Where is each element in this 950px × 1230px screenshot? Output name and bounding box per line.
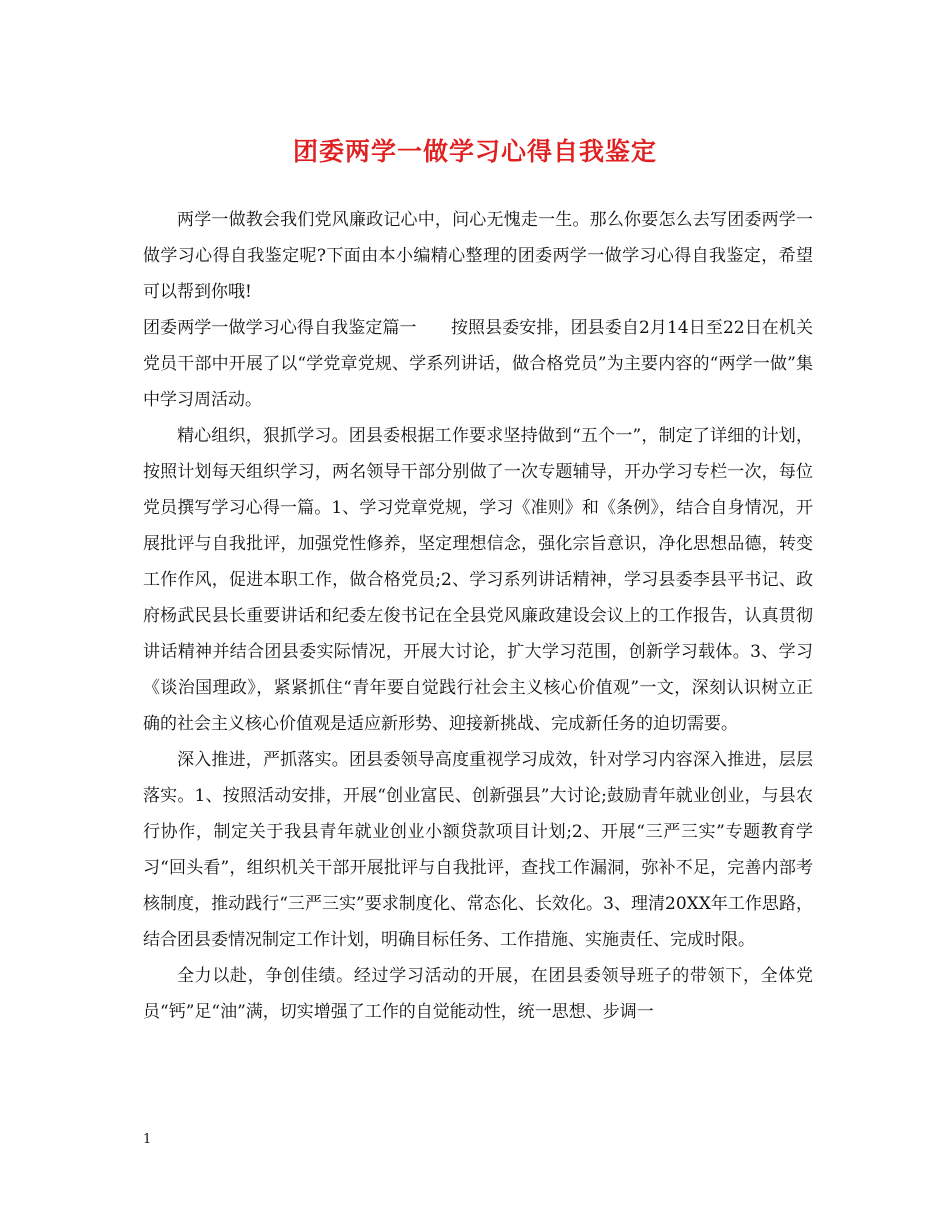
paragraph-section-one: 团委两学一做学习心得自我鉴定篇一 按照县委安排，团县委自2月14日至22日在机关党员干部中开展了以“学党章党规、学系列讲话，做合格党员”为主要内容的“两学一做”集中学习周活动。 bbox=[143, 318, 813, 410]
paragraph-organize-study: 精心组织，狠抓学习。团县委根据工作要求坚持做到“五个一”，制定了详细的计划，按照计划每天组织学习，两名领导干部分别做了一次专题辅导，开办学习专栏一次，每位党员撰写学习心得一篇。1、学习党章党规，学习《准则》和《条例》，结合自身情况，开展批评与自我批评，加强党性修养，坚定理想信念，强化宗旨意识，净化思想品德，转变工作作风，促进本职工作，做合格党员;2、学习系列讲话精神，学习县委李县平书记、政府杨武民县长重要讲话和纪委左俊书记在全县党风廉政建设会议上的工作报告，认真贯彻讲话精神并结合团县委实际情况，开展大讨论，扩大学习范围，创新学习载体。3、学习《谈治国理政》，紧紧抓住“青年要自觉践行社会主义核心价值观”一文，深刻认识树立正确的社会主义核心价值观是适应新形势、迎接新挑战、完成新任务的迫切需要。 bbox=[143, 426, 813, 734]
page-number: 1 bbox=[143, 1132, 152, 1147]
document-title: 团委两学一做学习心得自我鉴定 bbox=[292, 137, 657, 166]
paragraph-strive-results: 全力以赴，争创佳绩。经过学习活动的开展，在团县委领导班子的带领下，全体党员“钙”足“油”满，切实增强了工作的自觉能动性，统一思想、步调一 bbox=[143, 966, 813, 1022]
paragraph-promote-implementation: 深入推进，严抓落实。团县委领导高度重视学习成效，针对学习内容深入推进，层层落实。1、按照活动安排，开展“创业富民、创新强县”大讨论;鼓励青年就业创业，与县农行协作，制定关于我县青年就业创业小额贷款项目计划;2、开展“三严三实”专题教育学习“回头看”，组织机关干部开展批评与自我批评，查找工作漏洞，弥补不足，完善内部考核制度，推动践行“三严三实”要求制度化、常态化、长效化。3、理清20XX年工作思路，结合团县委情况制定工作计划，明确目标任务、工作措施、实施责任、完成时限。 bbox=[143, 750, 813, 950]
paragraph-intro: 两学一做教会我们党风廉政记心中，问心无愧走一生。那么你要怎么去写团委两学一做学习心得自我鉴定呢?下面由本小编精心整理的团委两学一做学习心得自我鉴定，希望可以帮到你哦! bbox=[143, 210, 813, 302]
document-body bbox=[143, 202, 813, 1030]
